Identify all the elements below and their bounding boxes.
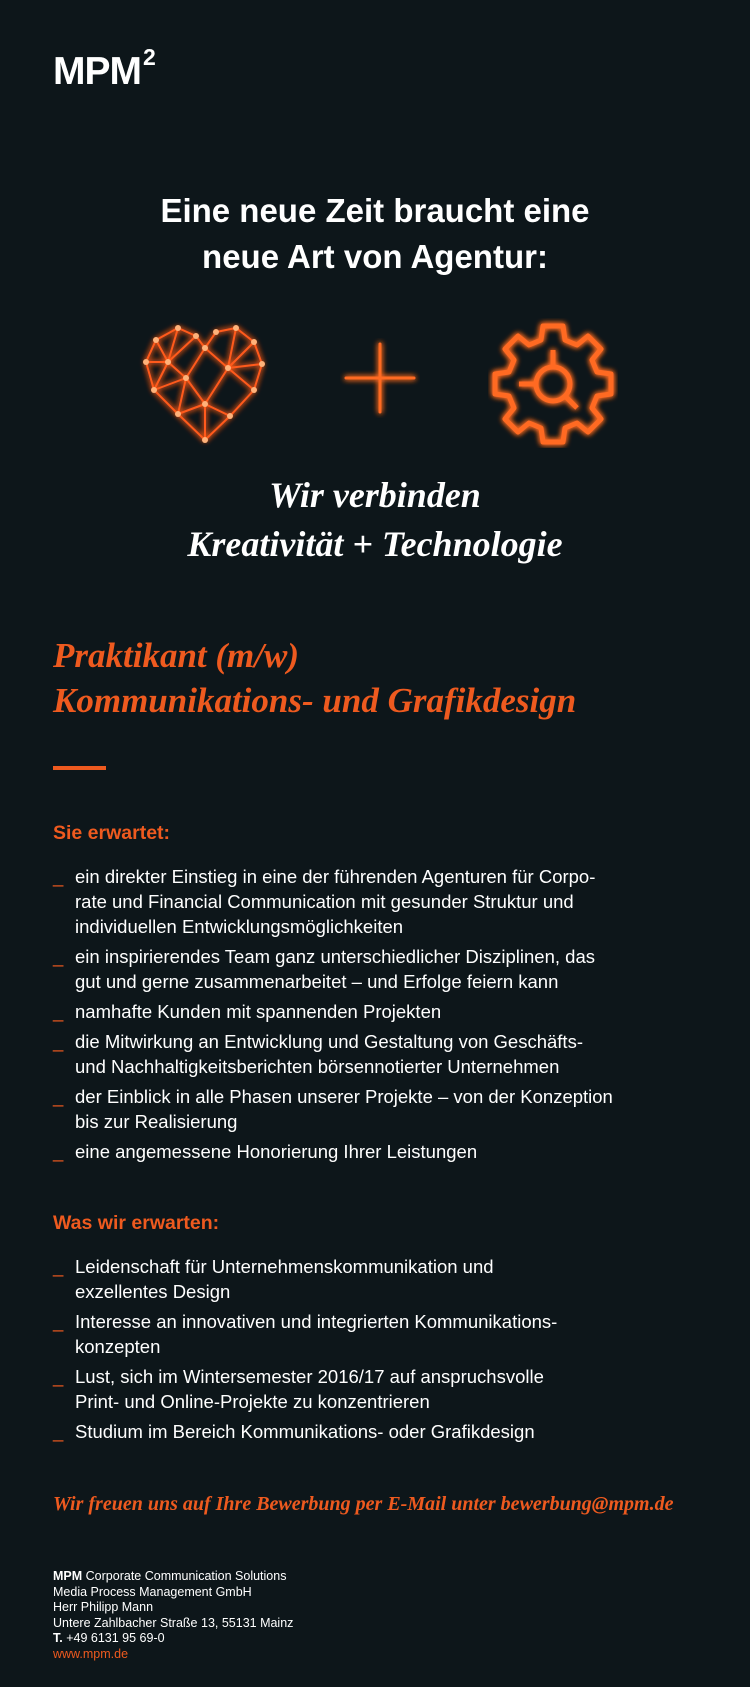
list-item-line: Leidenschaft für Unternehmenskommunikation und xyxy=(75,1256,494,1277)
bullet-marker: _ xyxy=(53,1001,64,1022)
list-item-line: exzellentes Design xyxy=(75,1281,231,1302)
icon-row xyxy=(0,314,750,454)
list-item xyxy=(53,999,713,1024)
list-item xyxy=(53,1029,713,1079)
list-item xyxy=(53,1254,713,1304)
list-item-line: Print- und Online-Projekte zu konzentrieren xyxy=(75,1391,430,1412)
bullet-marker: _ xyxy=(53,1256,64,1277)
list-item-line: individuellen Entwicklungsmöglichkeiten xyxy=(75,916,404,937)
logo-superscript: 2 xyxy=(143,44,155,70)
contact-block xyxy=(53,1569,293,1663)
headline-line-1: Eine neue Zeit braucht eine xyxy=(160,192,590,229)
plus-icon xyxy=(340,338,420,418)
expect-list xyxy=(53,1254,713,1449)
list-item-line: die Mitwirkung an Entwicklung und Gestaltung von Geschäfts- xyxy=(75,1031,583,1052)
list-item-line: ein direkter Einstieg in eine der führenden Agenturen für Corpo- xyxy=(75,866,596,887)
contact-phone xyxy=(53,1631,293,1647)
bullet-marker: _ xyxy=(53,1031,64,1052)
bullet-marker: _ xyxy=(53,866,64,887)
list-item xyxy=(53,944,713,994)
phone-number: +49 6131 95 69-0 xyxy=(66,1631,165,1646)
tagline-line-2: Kreativität + Technologie xyxy=(187,524,563,564)
list-item-line: Lust, sich im Wintersemester 2016/17 auf anspruchsvolle xyxy=(75,1366,544,1387)
tagline xyxy=(0,471,750,569)
bullet-marker: _ xyxy=(53,1141,64,1162)
list-item-line: Studium im Bereich Kommunikations- oder Grafikdesign xyxy=(75,1421,535,1442)
list-item-line: konzepten xyxy=(75,1336,161,1357)
list-item-line: eine angemessene Honorierung Ihrer Leistungen xyxy=(75,1141,478,1162)
mpm-logo xyxy=(53,44,155,93)
contact-company-bold: MPM xyxy=(53,1569,83,1583)
job-title xyxy=(53,633,733,723)
list-item xyxy=(53,864,713,939)
list-item-line: und Nachhaltigkeitsberichten börsennotierter Unternehmen xyxy=(75,1056,560,1077)
list-item-line: gut und gerne zusammenarbeitet – und Erfolge feiern kann xyxy=(75,971,559,992)
list-item xyxy=(53,1309,713,1359)
list-item xyxy=(53,1419,713,1444)
expect-heading: Was wir erwarten: xyxy=(53,1212,220,1234)
list-item-line: der Einblick in alle Phasen unserer Projekte – von der Konzeption xyxy=(75,1086,613,1107)
headline-line-2: neue Art von Agentur: xyxy=(202,238,548,275)
list-item-line: Interesse an innovativen und integrierten Kommunikations- xyxy=(75,1311,558,1332)
list-item-line: ein inspirierendes Team ganz unterschiedlicher Disziplinen, das xyxy=(75,946,595,967)
gear-icon xyxy=(488,318,618,448)
contact-company-rest: Corporate Communication Solutions xyxy=(85,1569,287,1583)
bullet-marker: _ xyxy=(53,1311,64,1332)
offer-list xyxy=(53,864,713,1169)
job-title-line-2: Kommunikations- und Grafikdesign xyxy=(53,681,577,720)
list-item-line: bis zur Realisierung xyxy=(75,1111,238,1132)
list-item xyxy=(53,1084,713,1134)
contact-person: Herr Philipp Mann xyxy=(53,1600,154,1615)
heart-network-icon xyxy=(138,318,272,448)
list-item xyxy=(53,1139,713,1164)
divider xyxy=(53,766,106,770)
job-title-line-1: Praktikant (m/w) xyxy=(53,636,299,675)
bullet-marker: _ xyxy=(53,1366,64,1387)
bullet-marker: _ xyxy=(53,1086,64,1107)
offer-heading: Sie erwartet: xyxy=(53,822,171,844)
bullet-marker: _ xyxy=(53,946,64,967)
logo-text: MPM xyxy=(53,50,141,93)
contact-address: Untere Zahlbacher Straße 13, 55131 Mainz xyxy=(53,1615,294,1630)
list-item-line: namhafte Kunden mit spannenden Projekten xyxy=(75,1001,442,1022)
list-item-line: rate und Financial Communication mit gesunder Struktur und xyxy=(75,891,574,912)
website-link[interactable]: www.mpm.de xyxy=(53,1646,129,1661)
headline xyxy=(0,188,750,280)
application-cta: Wir freuen uns auf Ihre Bewerbung per E-Mail unter bewerbung@mpm.de xyxy=(53,1493,674,1515)
phone-label: T. xyxy=(53,1631,63,1646)
contact-company xyxy=(53,1569,293,1585)
tagline-line-1: Wir verbinden xyxy=(269,475,481,515)
contact-legal-name: Media Process Management GmbH xyxy=(53,1584,252,1599)
bullet-marker: _ xyxy=(53,1421,64,1442)
list-item xyxy=(53,1364,713,1414)
